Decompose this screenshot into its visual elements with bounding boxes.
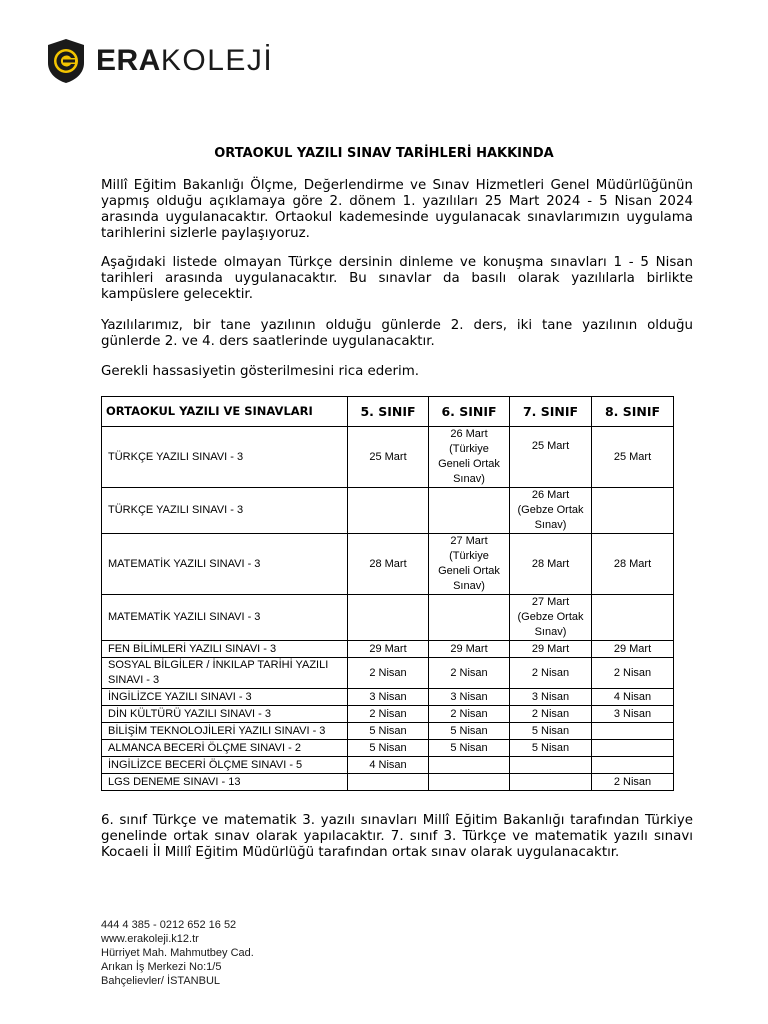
table-row	[102, 641, 674, 658]
date-cell: 2 Nisan	[510, 658, 592, 689]
table-row	[102, 723, 674, 740]
date-cell: 2 Nisan	[592, 658, 674, 689]
table-row	[102, 658, 674, 689]
table-row	[102, 706, 674, 723]
paragraph-request: Gerekli hassasiyetin gösterilmesini rica ederim.	[101, 364, 420, 379]
date-cell: 4 Nisan	[348, 757, 429, 774]
logo-brand-bold: ERA	[96, 44, 161, 77]
date-cell	[348, 488, 429, 534]
footer-contact	[101, 918, 254, 988]
date-cell	[429, 774, 510, 791]
date-cell: 4 Nisan	[592, 689, 674, 706]
exam-name-cell: MATEMATİK YAZILI SINAVI - 3	[102, 595, 348, 641]
date-cell: 2 Nisan	[348, 706, 429, 723]
date-cell	[429, 595, 510, 641]
date-cell: 25 Mart	[348, 427, 429, 488]
logo-wordmark	[96, 46, 273, 76]
date-cell	[510, 757, 592, 774]
table-row	[102, 689, 674, 706]
date-cell: 3 Nisan	[348, 689, 429, 706]
date-cell: 5 Nisan	[348, 723, 429, 740]
date-cell: 2 Nisan	[429, 658, 510, 689]
date-cell: 26 Mart (Türkiye Geneli Ortak Sınav)	[429, 427, 510, 488]
era-koleji-logo	[46, 38, 273, 84]
footer-address-street: Hürriyet Mah. Mahmutbey Cad.	[101, 947, 254, 959]
date-cell	[592, 757, 674, 774]
exam-name-cell: ALMANCA BECERİ ÖLÇME SINAVI - 2	[102, 740, 348, 757]
date-cell: 2 Nisan	[348, 658, 429, 689]
header-grade-7: 7. SINIF	[510, 397, 592, 427]
exam-name-cell: FEN BİLİMLERİ YAZILI SINAVI - 3	[102, 641, 348, 658]
date-cell: 29 Mart	[510, 641, 592, 658]
date-cell: 3 Nisan	[592, 706, 674, 723]
paragraph-intro: Millî Eğitim Bakanlığı Ölçme, Değerlendirme ve Sınav Hizmetleri Genel Müdürlüğünün yapmış olduğu açıklamaya göre 2. dönem 1. yazılıları 25 Mart 2024 - 5 Nisan 2024 arasında uygulanacaktır. Ortaokul kademesinde uygulanacak sınavlarımızın uygulama tarihlerini sizlerle paylaşıyoruz.	[101, 178, 693, 241]
exam-name-cell: LGS DENEME SINAVI - 13	[102, 774, 348, 791]
date-cell: 5 Nisan	[429, 740, 510, 757]
date-cell: 5 Nisan	[429, 723, 510, 740]
exam-name-cell: SOSYAL BİLGİLER / İNKILAP TARİHİ YAZILI SINAVI - 3	[102, 658, 348, 689]
table-row	[102, 488, 674, 534]
header-grade-5: 5. SINIF	[348, 397, 429, 427]
paragraph-lesson-hours: Yazılılarımız, bir tane yazılının olduğu günlerde 2. ders, iki tane yazılının olduğu günlerde 2. ve 4. ders saatlerinde uygulanacaktır.	[101, 318, 693, 349]
footer-address-building: Arıkan İş Merkezi No:1/5	[101, 961, 222, 973]
shield-logo-icon	[46, 38, 86, 84]
date-cell: 2 Nisan	[592, 774, 674, 791]
exam-name-cell: İNGİLİZCE BECERİ ÖLÇME SINAVI - 5	[102, 757, 348, 774]
logo-brand-light: KOLEJİ	[160, 44, 274, 77]
date-cell: 29 Mart	[429, 641, 510, 658]
exam-name-cell: TÜRKÇE YAZILI SINAVI - 3	[102, 427, 348, 488]
date-cell: 2 Nisan	[510, 706, 592, 723]
date-cell	[429, 757, 510, 774]
date-cell	[592, 488, 674, 534]
exam-name-cell: İNGİLİZCE YAZILI SINAVI - 3	[102, 689, 348, 706]
date-cell: 5 Nisan	[348, 740, 429, 757]
paragraph-listening-exams: Aşağıdaki listede olmayan Türkçe dersinin dinleme ve konuşma sınavları 1 - 5 Nisan tarihleri arasında uygulanacaktır. Bu sınavlar da basılı olarak yazılılarla birlikte kampüslere gelecektir.	[101, 255, 693, 302]
date-cell: 27 Mart (Türkiye Geneli Ortak Sınav)	[429, 534, 510, 595]
date-cell: 28 Mart	[510, 534, 592, 595]
date-cell: 25 Mart	[592, 427, 674, 488]
date-cell: 3 Nisan	[510, 689, 592, 706]
date-cell: 26 Mart (Gebze Ortak Sınav)	[510, 488, 592, 534]
header-grade-6: 6. SINIF	[429, 397, 510, 427]
table-row	[102, 774, 674, 791]
date-cell	[348, 595, 429, 641]
date-cell: 28 Mart	[348, 534, 429, 595]
exam-name-cell: DİN KÜLTÜRÜ YAZILI SINAVI - 3	[102, 706, 348, 723]
date-cell: 2 Nisan	[429, 706, 510, 723]
footer-phone: 444 4 385 - 0212 652 16 52	[101, 919, 237, 931]
exam-name-cell: MATEMATİK YAZILI SINAVI - 3	[102, 534, 348, 595]
date-cell: 29 Mart	[348, 641, 429, 658]
header-grade-8: 8. SINIF	[592, 397, 674, 427]
footer-address-city: Bahçelievler/ İSTANBUL	[101, 975, 221, 987]
date-cell	[592, 740, 674, 757]
paragraph-closing-note: 6. sınıf Türkçe ve matematik 3. yazılı sınavları Millî Eğitim Bakanlığı tarafından Türkiye genelinde ortak sınav olarak yapılacaktır. 7. sınıf 3. Türkçe ve matematik yazılı sınavı Kocaeli İl Millî Eğitim Müdürlüğü tarafından ortak sınav olarak uygulanacaktır.	[101, 813, 693, 860]
date-cell	[510, 774, 592, 791]
table-row	[102, 534, 674, 595]
exam-schedule-table	[101, 396, 674, 791]
footer-website: www.erakoleji.k12.tr	[101, 933, 199, 945]
header-exam-name: ORTAOKUL YAZILI VE SINAVLARI	[102, 397, 348, 427]
table-row	[102, 740, 674, 757]
date-cell	[429, 488, 510, 534]
date-cell: 29 Mart	[592, 641, 674, 658]
date-cell: 28 Mart	[592, 534, 674, 595]
date-cell	[592, 595, 674, 641]
exam-name-cell: BİLİŞİM TEKNOLOJİLERİ YAZILI SINAVI - 3	[102, 723, 348, 740]
table-row	[102, 595, 674, 641]
date-cell: 25 Mart	[510, 427, 592, 488]
date-cell: 3 Nisan	[429, 689, 510, 706]
date-cell	[592, 723, 674, 740]
document-title: ORTAOKUL YAZILI SINAV TARİHLERİ HAKKINDA	[214, 146, 554, 161]
exam-name-cell: TÜRKÇE YAZILI SINAVI - 3	[102, 488, 348, 534]
date-cell	[348, 774, 429, 791]
date-cell: 5 Nisan	[510, 740, 592, 757]
date-cell: 5 Nisan	[510, 723, 592, 740]
date-cell: 27 Mart (Gebze Ortak Sınav)	[510, 595, 592, 641]
table-header-row	[102, 397, 674, 427]
table-row	[102, 427, 674, 488]
table-row	[102, 757, 674, 774]
